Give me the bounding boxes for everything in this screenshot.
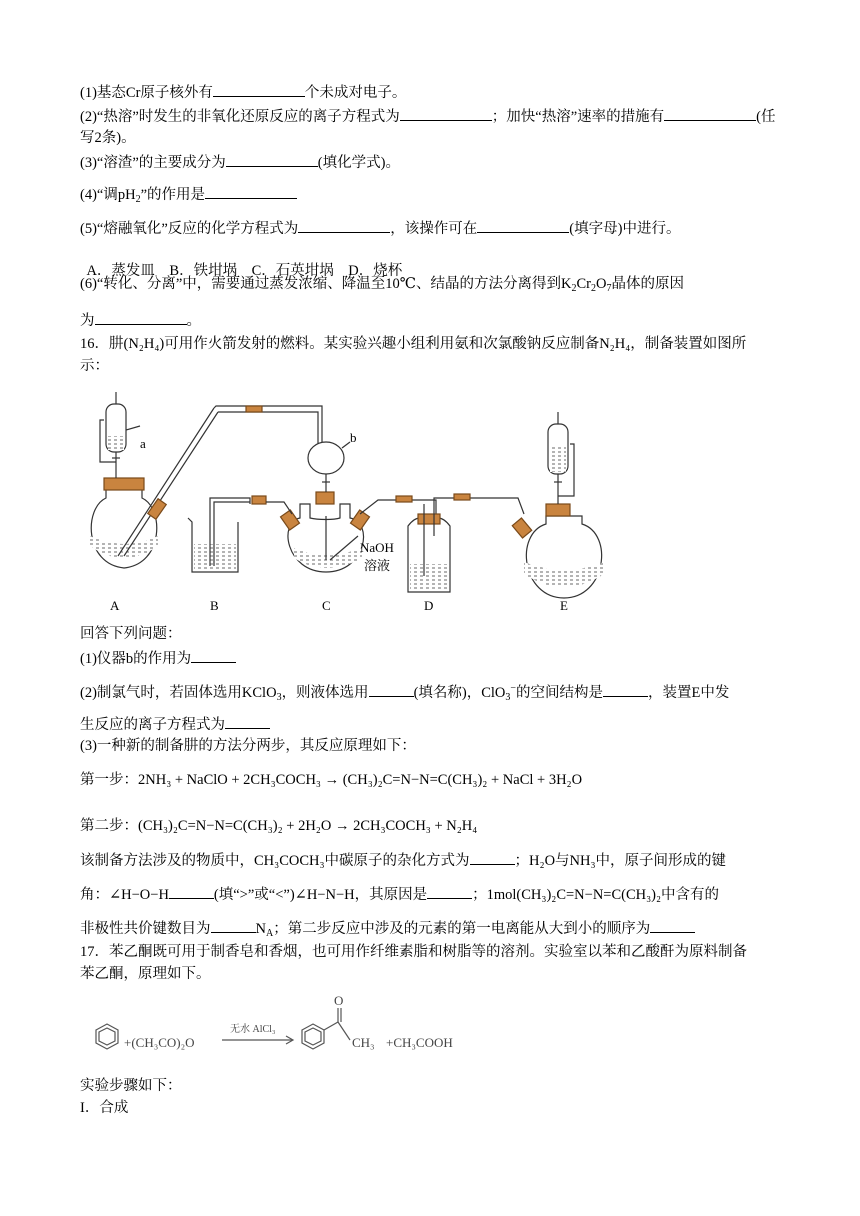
answer-blank[interactable] (298, 218, 390, 233)
answer-blank[interactable] (664, 106, 756, 121)
q15-options: A．蒸发皿 B．铁坩埚 C．石英坩埚 D．烧杯 (86, 263, 403, 279)
q16-step1: 第一步：2NH₃ + NaClO + 2CH₃COCH₃ → (CH₃)₂C=N−N=C(CH₃)₂ + NaCl + 3H₂O (80, 772, 583, 788)
answer-blank[interactable] (603, 682, 648, 697)
answer-blank[interactable] (477, 218, 569, 233)
answer-blank[interactable] (191, 648, 236, 663)
q16-sub3: (3)一种新的制备肼的方法分两步，其反应原理如下： (80, 738, 416, 754)
label-E: E (560, 598, 568, 613)
q16-intro: 16．肼(N₂H₄)可用作火箭发射的燃料。某实验兴趣小组利用氨和次氯酸钠反应制备N₂H₄，制备装置如图所 (80, 336, 747, 352)
flask-e (512, 412, 604, 598)
q16-intro-cont: 示： (80, 358, 109, 374)
q15-part6: (6)“转化、分离”中，需要通过蒸发浓缩、降温至10℃、结晶的方法分离得到$K_2Cr_2O_7$晶体的原因 (80, 276, 684, 294)
answer-blank[interactable] (650, 918, 695, 933)
label-naoh: NaOH (360, 540, 394, 555)
answer-blank[interactable] (427, 884, 472, 899)
condition-text: 无水 AlCl₃ (230, 1024, 276, 1035)
q17-step1: I．合成 (80, 1100, 129, 1116)
q16-line3: 非极性共价键数目为 $N_A$；第二步反应中涉及的元素的第一电离能从大到小的顺序为 (80, 918, 780, 939)
label-D: D (424, 598, 434, 613)
label-solution: 溶液 (364, 558, 391, 573)
q15-part2-cont: 写2条)。 (80, 130, 136, 146)
answer-blank[interactable] (225, 714, 270, 729)
answer-blank[interactable] (211, 918, 256, 933)
answer-blank[interactable] (169, 884, 214, 899)
q16-step2: 第二步：(CH₃)₂C=N−N=C(CH₃)₂ + 2H₂O → 2CH₃COCH₃ + N₂H₄ (80, 818, 478, 834)
q16-sub2-cont: 生反应的离子方程式为 (80, 714, 780, 735)
q15-part3: (3)“溶渣”的主要成分为 (填化学式)。 (80, 152, 780, 173)
byproduct-text: +CH₃COOH (386, 1035, 453, 1050)
label-A: A (110, 598, 120, 613)
q15-part6-cont: 为 。 (80, 310, 780, 331)
label-b: b (350, 430, 357, 445)
answer-blank[interactable] (213, 82, 305, 97)
label-a: a (140, 436, 146, 451)
gas-bottle-d (408, 494, 524, 592)
q15-part2: (2)“热溶”时发生的非氧化还原反应的离子方程式为 ；加快“热溶”速率的措施有 (任 (80, 106, 780, 127)
label-B: B (210, 598, 219, 613)
three-neck-flask-c (266, 442, 370, 572)
q15-part5: (5)“熔融氧化”反应的化学方程式为 ，该操作可在 (填字母)中进行。 (80, 218, 780, 239)
q16-sub2: (2)制氯气时，若固体选用KClO$_3$，则液体选用 (填名称)，ClO$_3$−的空间结构是 ，装置E中发 (80, 683, 730, 703)
oxygen-label: O (334, 993, 344, 1008)
q17-intro: 17．苯乙酮既可用于制香皂和香烟，也可用作纤维素脂和树脂等的溶剂。实验室以苯和乙酸酐为原料制备 (80, 944, 747, 960)
reagent-text: +(CH₃CO)₂O (124, 1035, 195, 1050)
answer-blank[interactable] (369, 682, 414, 697)
q16-sub1: (1)仪器b的作用为 (80, 648, 780, 669)
label-C: C (322, 598, 331, 613)
apparatus-figure (78, 386, 618, 614)
answer-blank[interactable] (470, 850, 515, 865)
q17-steps: 实验步骤如下： (80, 1078, 182, 1094)
answer-blank[interactable] (205, 184, 297, 199)
q16-line1: 该制备方法涉及的物质中，CH₃COCH₃中碳原子的杂化方式为 ；H₂O与NH₃中，原子间形成的键 (80, 850, 780, 871)
q15-part1: (1)基态Cr原子核外有 个未成对电子。 (80, 82, 780, 103)
answer-blank[interactable] (95, 310, 187, 325)
q15-part4: (4)“调$pH_2$”的作用是 (80, 184, 780, 205)
q16-answer-prompt: 回答下列问题： (80, 626, 182, 642)
reaction-scheme (80, 992, 500, 1064)
answer-blank[interactable] (226, 152, 318, 167)
methyl-label: CH₃ (352, 1035, 375, 1050)
beaker-b (188, 496, 266, 572)
q16-line2: 角：∠H−O−H (填“>”或“<”)∠H−N−H，其原因是 ；1mol(CH₃)₂C=N−N=C(CH₃)₂中含有的 (80, 884, 780, 905)
q17-intro-cont: 苯乙酮，原理如下。 (80, 966, 211, 982)
answer-blank[interactable] (400, 106, 492, 121)
